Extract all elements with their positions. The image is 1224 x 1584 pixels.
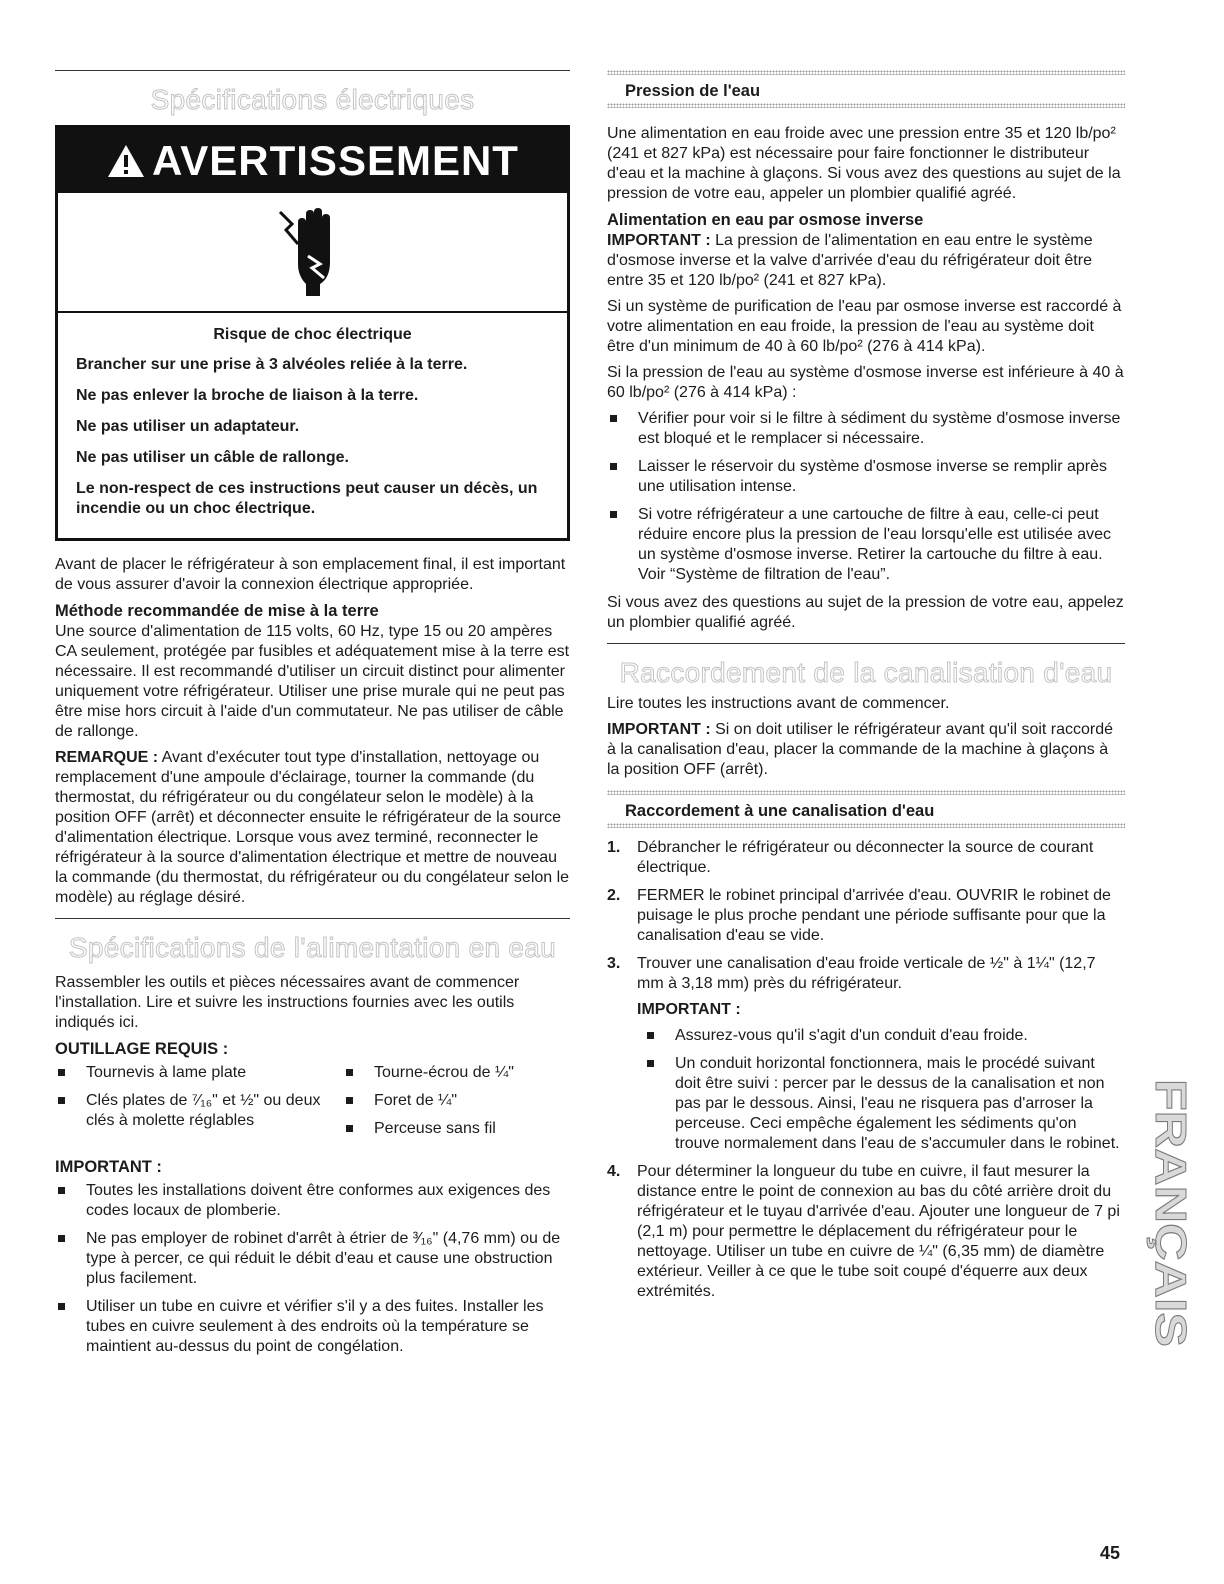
tool-item: Perceuse sans fil xyxy=(343,1119,570,1139)
step-text: FERMER le robinet principal d'arrivée d'eau. OUVRIR le robinet de puisage le plus proche pendant une période suffisante pour que la canalisation d'eau se vide. xyxy=(637,887,1111,944)
important-list xyxy=(55,1181,570,1357)
water-intro: Rassembler les outils et pièces nécessaires avant de commencer l'installation. Lire et suivre les instructions fournies avec les outils indiqués ici. xyxy=(55,974,520,1031)
connect-important xyxy=(607,720,1125,780)
step-number: 2. xyxy=(607,887,621,904)
connect-intro: Lire toutes les instructions avant de commencer. xyxy=(607,695,950,712)
tool-item: Tourne-écrou de ¼" xyxy=(343,1063,570,1083)
heading-band xyxy=(607,70,1125,75)
ro-bullets xyxy=(607,409,1125,585)
tools-list xyxy=(55,1063,570,1147)
page-number: 45 xyxy=(1100,1543,1121,1563)
ro-important xyxy=(607,231,1125,291)
note-paragraph xyxy=(55,748,570,908)
connect-important-label: IMPORTANT : xyxy=(607,721,711,738)
section-title-electrical: Spécifications électriques xyxy=(150,84,475,115)
important-item: Toutes les installations doivent être conformes aux exigences des codes locaux de plomberie. xyxy=(55,1181,570,1221)
warning-line: Le non-respect de ces instructions peut causer un décès, un incendie ou un choc électrique. xyxy=(76,480,538,517)
warning-line: Ne pas utiliser un câble de rallonge. xyxy=(76,449,349,466)
tool-item: Foret de ¼" xyxy=(343,1091,570,1111)
ro-heading: Alimentation en eau par osmose inverse xyxy=(607,211,924,229)
ro-paragraph: Si un système de purification de l'eau par osmose inverse est raccordé à votre alimentation en eau froide, la pression de l'eau au système doit être d'un minimum de 40 à 60 lb/po² (276 à 414 kPa). xyxy=(607,298,1122,355)
warning-triangle-icon xyxy=(106,143,146,179)
section-title-water: Spécifications de l'alimentation en eau xyxy=(68,932,557,963)
heading-band xyxy=(607,790,1125,795)
tools-heading: OUTILLAGE REQUIS : xyxy=(55,1040,229,1058)
ro-important-text: La pression de l'alimentation en eau entre le système d'osmose inverse et la valve d'arrivée d'eau du réfrigérateur doit être entre 35 et 120 lb/po² (241 et 827 kPa). xyxy=(607,232,1093,289)
step-item xyxy=(607,886,1125,946)
ro-bullet: Laisser le réservoir du système d'osmose inverse se remplir après une utilisation intense. xyxy=(607,457,1125,497)
warning-body xyxy=(58,313,567,538)
ro-closing: Si vous avez des questions au sujet de la pression de votre eau, appelez un plombier qualifié agréé. xyxy=(607,594,1124,631)
ro-bullet: Si votre réfrigérateur a une cartouche de filtre à eau, celle-ci peut réduire encore plus la pression de l'eau lorsqu'elle est utilisée avec un système d'osmose inverse. Retirer la cartouche du filtre à eau. Voir “Système de filtration de l'eau”. xyxy=(607,505,1125,585)
steps-list xyxy=(607,838,1125,1302)
section-rule xyxy=(55,70,570,71)
tool-item: Tournevis à lame plate xyxy=(55,1063,343,1083)
section-title-connect: Raccordement de la canalisation d'eau xyxy=(619,657,1113,688)
electrical-intro: Avant de placer le réfrigérateur à son emplacement final, il est important de vous assurer d'avoir la connexion électrique appropriée. xyxy=(55,556,566,593)
warning-heading: AVERTISSEMENT xyxy=(152,136,519,184)
step-text: Trouver une canalisation d'eau froide verticale de ½" à 1¼" (12,7 mm à 3,18 mm) près du réfrigérateur. xyxy=(637,955,1096,992)
step3-important: IMPORTANT : xyxy=(637,1001,741,1018)
connect-important-text: Si on doit utiliser le réfrigérateur avant qu'il soit raccordé à la canalisation d'eau, placer la commande de la machine à glaçons à la position OFF (arrêt). xyxy=(607,721,1114,778)
step3-bullet: Assurez-vous qu'il s'agit d'un conduit d'eau froide. xyxy=(637,1026,1125,1046)
electric-shock-hand-icon xyxy=(58,193,567,313)
pressure-heading: Pression de l'eau xyxy=(625,82,761,100)
ground-text: Une source d'alimentation de 115 volts, 60 Hz, type 15 ou 20 ampères CA seulement, protégée par fusibles et adéquatement mise à la terre est nécessaire. Il est recommandé d'utiliser un circuit distinct pour alimenter uniquement votre réfrigérateur. Utiliser une prise murale qui ne peut pas être mise hors circuit à l'aide d'un commutateur. Ne pas utiliser de câble de rallonge. xyxy=(55,623,570,740)
important-heading: IMPORTANT : xyxy=(55,1158,162,1176)
heading-band xyxy=(607,103,1125,108)
ro-important-label: IMPORTANT : xyxy=(607,232,711,249)
step-number: 4. xyxy=(607,1163,621,1180)
step-item xyxy=(607,954,1125,1154)
step-text: Débrancher le réfrigérateur ou déconnecter la source de courant électrique. xyxy=(637,839,1094,876)
note-label: REMARQUE : xyxy=(55,749,159,766)
tool-item: Clés plates de ⁷⁄₁₆" et ½" ou deux clés à molette réglables xyxy=(55,1091,343,1131)
step-item xyxy=(607,838,1125,878)
step-number: 1. xyxy=(607,839,621,856)
section-rule xyxy=(607,643,1125,644)
language-tab xyxy=(1142,1075,1198,1350)
step3-bullets xyxy=(607,1026,1125,1154)
note-text: Avant d'exécuter tout type d'installation, nettoyage ou remplacement d'une ampoule d'éclairage, tourner la commande (du thermostat, du réfrigérateur ou du congélateur selon le modèle) à la position OFF (arrêt) et déconnecter ensuite le réfrigérateur de la source d'alimentation électrique. Lorsque vous avez terminé, reconnecter le réfrigérateur à la source d'alimentation électrique et mettre de nouveau la commande (du thermostat, du réfrigérateur ou du congélateur selon le modèle) au réglage désiré. xyxy=(55,749,570,906)
ro-bullet: Vérifier pour voir si le filtre à sédiment du système d'osmose inverse est bloqué et le remplacer si nécessaire. xyxy=(607,409,1125,449)
warning-line: Ne pas utiliser un adaptateur. xyxy=(76,418,300,435)
ground-heading: Méthode recommandée de mise à la terre xyxy=(55,602,379,620)
section-rule xyxy=(55,918,570,919)
heading-band xyxy=(607,823,1125,828)
step-number: 3. xyxy=(607,955,621,972)
warning-line: Brancher sur une prise à 3 alvéoles reliée à la terre. xyxy=(76,356,468,373)
important-item: Utiliser un tube en cuivre et vérifier s'il y a des fuites. Installer les tubes en cuivre seulement à des endroits où la température se maintient au-dessus du point de congélation. xyxy=(55,1297,570,1357)
connect-heading: Raccordement à une canalisation d'eau xyxy=(625,802,935,820)
step-item xyxy=(607,1162,1125,1302)
left-column xyxy=(55,70,570,1365)
warning-line: Ne pas enlever la broche de liaison à la terre. xyxy=(76,387,419,404)
ro-paragraph: Si la pression de l'eau au système d'osmose inverse est inférieure à 40 à 60 lb/po² (276 à 414 kPa) : xyxy=(607,364,1124,401)
step-text: Pour déterminer la longueur du tube en cuivre, il faut mesurer la distance entre le point de connexion au bas du côté arrière droit du réfrigérateur et le tuyau d'arrivée d'eau. Ajouter une longueur de 7 pi (2,1 m) pour permettre le déplacement du réfrigérateur pour le nettoyage. Utiliser un tube en cuivre de ¼" (6,35 mm) de diamètre extérieur. Veiller à ce que le tube soit coupé d'équerre aux deux extrémités. xyxy=(637,1163,1120,1300)
right-column xyxy=(607,70,1125,1310)
pressure-text: Une alimentation en eau froide avec une pression entre 35 et 120 lb/po² (241 et 827 kPa) est nécessaire pour faire fonctionner le distributeur d'eau et la machine à glaçons. Si vous avez des questions au sujet de la pression de votre eau, appeler un plombier qualifié agréé. xyxy=(607,125,1121,202)
warning-box xyxy=(55,125,570,541)
language-tab-text: FRANÇAIS xyxy=(1146,1079,1195,1307)
warning-risk-title: Risque de choc électrique xyxy=(213,326,412,343)
warning-header xyxy=(58,128,567,193)
step3-bullet: Un conduit horizontal fonctionnera, mais le procédé suivant doit être suivi : percer par le dessus de la canalisation et non pas par le dessous. Ainsi, l'eau ne risquera pas d'arroser la perceuse. Ceci empêche également les sédiments qu'on trouve normalement dans l'eau de s'accumuler dans le robinet. xyxy=(637,1054,1125,1154)
important-item: Ne pas employer de robinet d'arrêt à étrier de ³⁄₁₆" (4,76 mm) ou de type à percer, ce qui réduit le débit d'eau et cause une obstruction plus facilement. xyxy=(55,1229,570,1289)
